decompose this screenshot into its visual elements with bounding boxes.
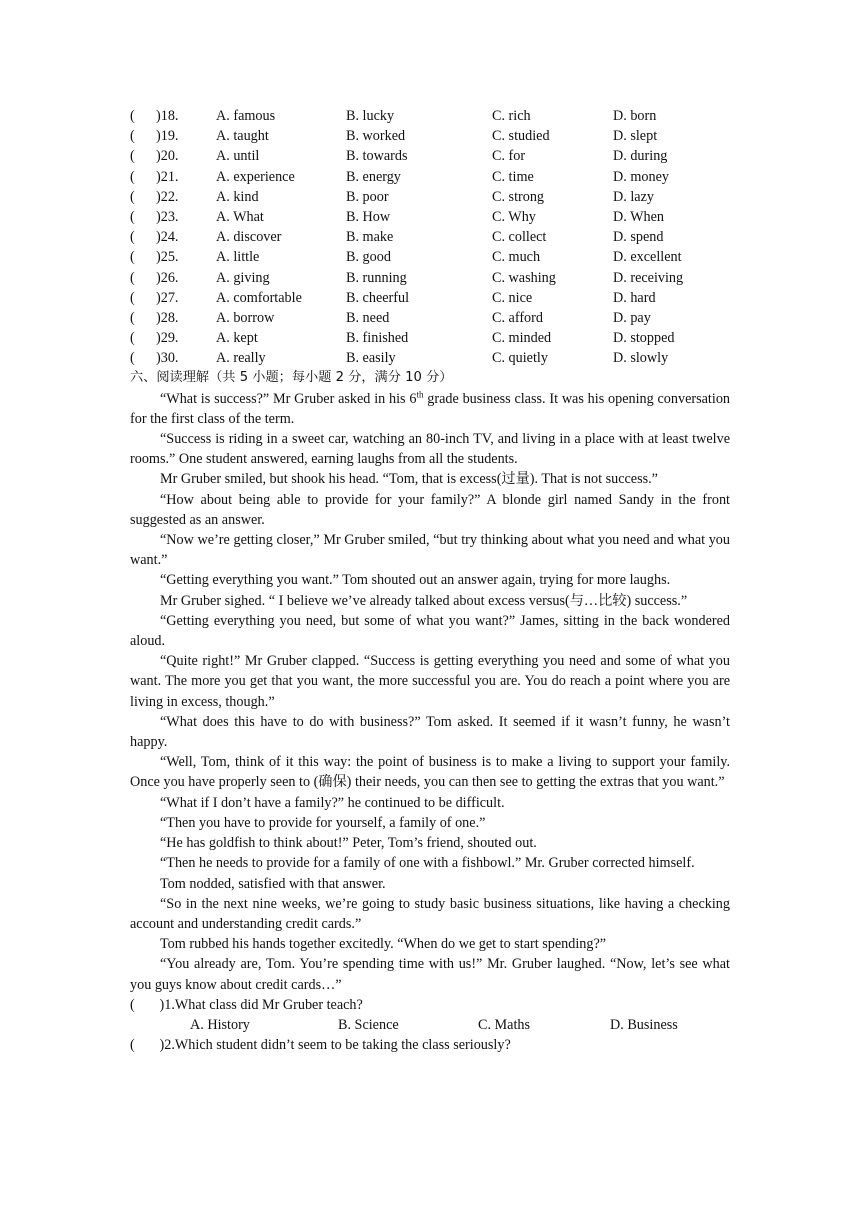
option-a[interactable]: A. borrow [216, 309, 275, 326]
passage-paragraph-12: “What if I don’t have a family?” he continued to be difficult. [160, 794, 505, 811]
p1-after: grade business class. It was his opening conversation for the first class of the term. [130, 390, 731, 427]
question-number: ( )23. [130, 208, 179, 225]
passage-paragraph-18: Tom rubbed his hands together excitedly. “When do we get to start spending?” [160, 936, 607, 953]
cloze-row [130, 187, 730, 207]
question-stem: ( )1.What class did Mr Gruber teach? [130, 996, 363, 1013]
option-d[interactable]: D. stopped [613, 330, 675, 347]
cloze-row [130, 247, 730, 267]
question-number: ( )30. [130, 350, 179, 367]
option-a[interactable]: A. famous [216, 108, 276, 124]
p1-ordinal-suffix: th [416, 388, 424, 399]
question-number: ( )19. [130, 128, 179, 145]
option-c[interactable]: C. quietly [492, 350, 548, 367]
option-b[interactable]: B. towards [346, 148, 408, 165]
option-d[interactable]: D. born [613, 108, 657, 124]
option-d[interactable]: D. excellent [613, 249, 682, 266]
option-d[interactable]: D. slept [613, 128, 658, 145]
passage-paragraph-11: “Well, Tom, think of it this way: the point of business is to make a living to support your family. Once you have properly seen to (确保) their needs, you can then see to getting the extras that you want.” [130, 754, 730, 791]
option-a[interactable]: A. comfortable [216, 289, 302, 306]
cloze-row [130, 268, 730, 288]
passage-paragraph-16: Tom nodded, satisfied with that answer. [160, 875, 386, 892]
option-a[interactable]: A. kept [216, 330, 258, 347]
p1-before: “What is success?” Mr Gruber asked in his 6 [160, 390, 417, 407]
question-number: ( )28. [130, 309, 179, 326]
cloze-row [130, 146, 730, 166]
option-a[interactable]: A. really [216, 350, 266, 367]
question-number: ( )18. [130, 108, 179, 124]
option-b[interactable]: B. finished [346, 330, 409, 347]
cloze-row [130, 106, 730, 126]
exam-page [130, 106, 730, 1055]
passage-paragraph-17: “So in the next nine weeks, we’re going to study basic business situations, like having a checking account and understanding credit cards.” [130, 895, 730, 932]
passage-paragraph-19: “You already are, Tom. You’re spending time with us!” Mr. Gruber laughed. “Now, let’s see what you guys know about credit cards…” [130, 956, 730, 993]
cloze-row [130, 308, 730, 328]
option-c[interactable]: C. Maths [478, 1016, 531, 1033]
option-b[interactable]: B. energy [346, 168, 401, 185]
passage-paragraph-10: “What does this have to do with business?” Tom asked. It seemed if it wasn’t funny, he wasn’t happy. [130, 713, 730, 751]
option-a[interactable]: A. discover [216, 229, 282, 246]
option-a[interactable]: A. What [216, 208, 264, 225]
question-number: ( )21. [130, 168, 179, 185]
option-b[interactable]: B. good [346, 249, 391, 266]
passage-paragraph-15: “Then he needs to provide for a family of one with a fishbowl.” Mr. Gruber corrected himself. [160, 855, 695, 872]
option-d[interactable]: D. slowly [613, 350, 669, 367]
option-d[interactable]: D. lazy [613, 188, 654, 205]
option-b[interactable]: B. easily [346, 350, 396, 367]
passage-paragraph-13: “Then you have to provide for yourself, a family of one.” [160, 814, 486, 831]
option-d[interactable]: D. hard [613, 289, 656, 306]
option-d[interactable]: D. spend [613, 229, 664, 246]
question-number: ( )24. [130, 229, 179, 246]
option-c[interactable]: C. Why [492, 208, 536, 225]
section-title: 六、阅读理解（共 5 小题；每小题 2 分，满分 10 分） [130, 370, 453, 386]
option-c[interactable]: C. afford [492, 309, 543, 326]
passage-paragraph-7: Mr Gruber sighed. “ I believe we’ve already talked about excess versus(与…比较) success.” [160, 592, 688, 609]
cloze-row [130, 288, 730, 308]
passage-paragraph-14: “He has goldfish to think about!” Peter, Tom’s friend, shouted out. [160, 835, 537, 852]
option-c[interactable]: C. rich [492, 108, 531, 124]
passage-body [130, 429, 730, 995]
passage-paragraph-5: “Now we’re getting closer,” Mr Gruber smiled, “but try thinking about what you need and what you want.” [130, 532, 730, 569]
cloze-row [130, 227, 730, 247]
option-c[interactable]: C. washing [492, 269, 556, 286]
reading-passage [130, 389, 730, 995]
option-c[interactable]: C. collect [492, 229, 547, 246]
option-a[interactable]: A. kind [216, 188, 259, 205]
cloze-row [130, 348, 730, 368]
question-number: ( )25. [130, 249, 179, 266]
option-b[interactable]: B. worked [346, 128, 406, 145]
question-2 [130, 1035, 730, 1055]
passage-paragraph-3: Mr Gruber smiled, but shook his head. “Tom, that is excess(过量). That is not success.” [160, 471, 658, 488]
cloze-row [130, 126, 730, 146]
option-b[interactable]: B. cheerful [346, 289, 410, 306]
option-a[interactable]: A. little [216, 249, 260, 266]
passage-paragraph-6: “Getting everything you want.” Tom shouted out an answer again, trying for more laughs. [160, 572, 671, 589]
option-c[interactable]: C. minded [492, 330, 552, 347]
option-a[interactable]: A. giving [216, 269, 270, 286]
question-options [130, 1015, 730, 1035]
option-b[interactable]: B. running [346, 269, 407, 286]
passage-paragraph-1 [130, 389, 730, 429]
passage-paragraph-2: “Success is riding in a sweet car, watching an 80-inch TV, and living in a place with at least twelve rooms.” One student answered, earning laughs from all the students. [130, 431, 730, 468]
option-b[interactable]: B. need [346, 309, 390, 326]
option-c[interactable]: C. studied [492, 128, 550, 145]
option-c[interactable]: C. much [492, 249, 541, 266]
question-number: ( )22. [130, 188, 179, 205]
option-a[interactable]: A. History [190, 1016, 250, 1033]
option-d[interactable]: D. money [613, 168, 669, 185]
option-d[interactable]: D. When [613, 208, 664, 225]
option-d[interactable]: D. receiving [613, 269, 684, 286]
cloze-options-list [130, 106, 730, 368]
option-d[interactable]: D. during [613, 148, 668, 165]
cloze-row [130, 207, 730, 227]
option-c[interactable]: C. strong [492, 188, 545, 205]
passage-paragraph-4: “How about being able to provide for your family?” A blonde girl named Sandy in the front suggested as an answer. [130, 491, 730, 528]
option-b[interactable]: B. make [346, 229, 394, 246]
option-a[interactable]: A. taught [216, 128, 269, 145]
option-a[interactable]: A. experience [216, 168, 295, 185]
option-b[interactable]: B. poor [346, 188, 389, 205]
option-d[interactable]: D. Business [610, 1016, 678, 1033]
option-a[interactable]: A. until [216, 148, 260, 165]
question-number: ( )20. [130, 148, 179, 165]
question-number: ( )26. [130, 269, 179, 286]
question-number: ( )27. [130, 289, 179, 306]
question-1 [130, 995, 730, 1035]
option-c[interactable]: C. for [492, 148, 526, 165]
option-d[interactable]: D. pay [613, 309, 651, 326]
question-number: ( )29. [130, 330, 179, 347]
option-b[interactable]: B. lucky [346, 108, 395, 124]
passage-paragraph-9: “Quite right!” Mr Gruber clapped. “Success is getting everything you need and some of what you want. The more you get that you want, the more successful you are. You do reach a point where you are living in excess, though.” [130, 653, 730, 710]
option-c[interactable]: C. nice [492, 289, 533, 306]
passage-paragraph-8: “Getting everything you need, but some of what you want?” James, sitting in the back wondered aloud. [130, 612, 730, 650]
cloze-row [130, 328, 730, 348]
option-c[interactable]: C. time [492, 168, 534, 185]
question-stem: ( )2.Which student didn’t seem to be taking the class seriously? [130, 1037, 511, 1054]
option-b[interactable]: B. Science [338, 1016, 399, 1033]
option-b[interactable]: B. How [346, 208, 391, 225]
cloze-row [130, 167, 730, 187]
